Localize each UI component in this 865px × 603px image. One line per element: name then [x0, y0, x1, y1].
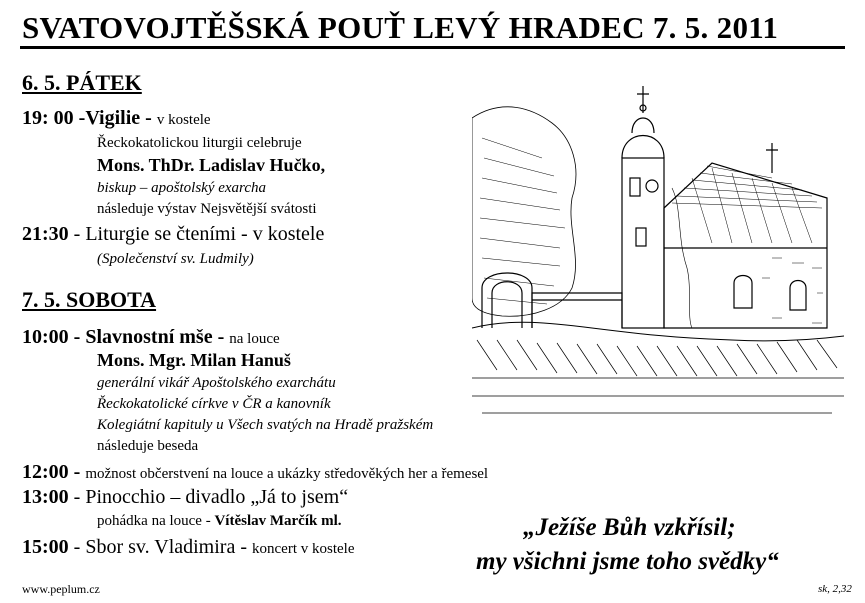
liturgy-sep: -: [68, 223, 86, 245]
liturgy-place: v kostele: [252, 223, 325, 245]
mass-role-3: Kolegiátní kapituly u Všech svatých na Hradě pražském: [97, 417, 434, 433]
quote-line-1: „Ježíše Bůh vzkřísil;: [523, 514, 736, 541]
refreshment-line: [22, 461, 488, 484]
theatre-subline: [97, 512, 342, 530]
mass-celebrant: Mons. Mgr. Milan Hanuš: [97, 350, 291, 370]
theatre-sub-text: pohádka na louce -: [97, 513, 215, 529]
choir-text: Sbor sv. Vladimira: [85, 536, 236, 558]
title-underline: [20, 46, 845, 49]
mass-after: následuje beseda: [97, 438, 199, 454]
theatre-line: [22, 486, 348, 509]
vigil-time: 19: 00 -: [22, 107, 86, 129]
refreshment-sep: -: [68, 461, 86, 483]
theatre-performer: Vítěslav Marčík ml.: [214, 513, 342, 529]
mass-sep: -: [68, 326, 86, 348]
mass-place: na louce: [229, 331, 280, 347]
choir-time: 15:00: [22, 536, 69, 558]
vigil-celebrant: Mons. ThDr. Ladislav Hučko,: [97, 155, 326, 175]
mass-line: [22, 326, 280, 349]
church-drawing-icon: [472, 78, 844, 460]
mass-role-1: generální vikář Apoštolského exarchátu: [97, 375, 336, 391]
refreshment-time: 12:00: [22, 461, 69, 483]
theatre-text: Pinocchio – divadlo „Já to jsem“: [85, 486, 349, 508]
website-link[interactable]: www.peplum.cz: [22, 582, 100, 596]
choir-sep2: -: [235, 536, 253, 558]
liturgy-sep2: -: [236, 223, 253, 245]
vigil-celebrant-role: biskup – apoštolský exarcha: [97, 180, 266, 196]
theatre-time: 13:00: [22, 486, 69, 508]
mass-time: 10:00: [22, 326, 69, 348]
mass-title: Slavnostní mše: [85, 326, 213, 348]
liturgy-line: [22, 223, 324, 246]
footer-code: sk, 2,32: [818, 583, 852, 595]
quote-line-2: my všichni jsme toho svědky“: [476, 548, 779, 575]
choir-line: [22, 536, 354, 559]
vigil-detail-4: následuje výstav Nejsvětější svátosti: [97, 201, 317, 217]
vigil-detail-1: Řeckokatolickou liturgii celebruje: [97, 135, 302, 151]
vigil-line: [22, 107, 211, 130]
saturday-heading: 7. 5. SOBOTA: [22, 287, 157, 312]
liturgy-title: Liturgie se čteními: [85, 223, 237, 245]
vigil-place: v kostele: [156, 112, 211, 128]
page-title: SVATOVOJTĚŠSKÁ POUŤ LEVÝ HRADEC 7. 5. 2011: [22, 10, 779, 45]
mass-role-2: Řeckokatolické církve v ČR a kanovník: [97, 396, 331, 412]
liturgy-note: (Společenství sv. Ludmily): [97, 251, 254, 267]
theatre-sep: -: [68, 486, 86, 508]
vigil-title: Vigilie: [85, 107, 141, 129]
mass-sep2: -: [212, 326, 230, 348]
choir-place: koncert v kostele: [252, 541, 355, 557]
vigil-sep: -: [140, 107, 157, 129]
liturgy-time: 21:30: [22, 223, 69, 245]
choir-sep: -: [68, 536, 86, 558]
refreshment-text: možnost občerstvení na louce a ukázky středověkých her a řemesel: [85, 466, 489, 482]
friday-heading: 6. 5. PÁTEK: [22, 70, 142, 95]
